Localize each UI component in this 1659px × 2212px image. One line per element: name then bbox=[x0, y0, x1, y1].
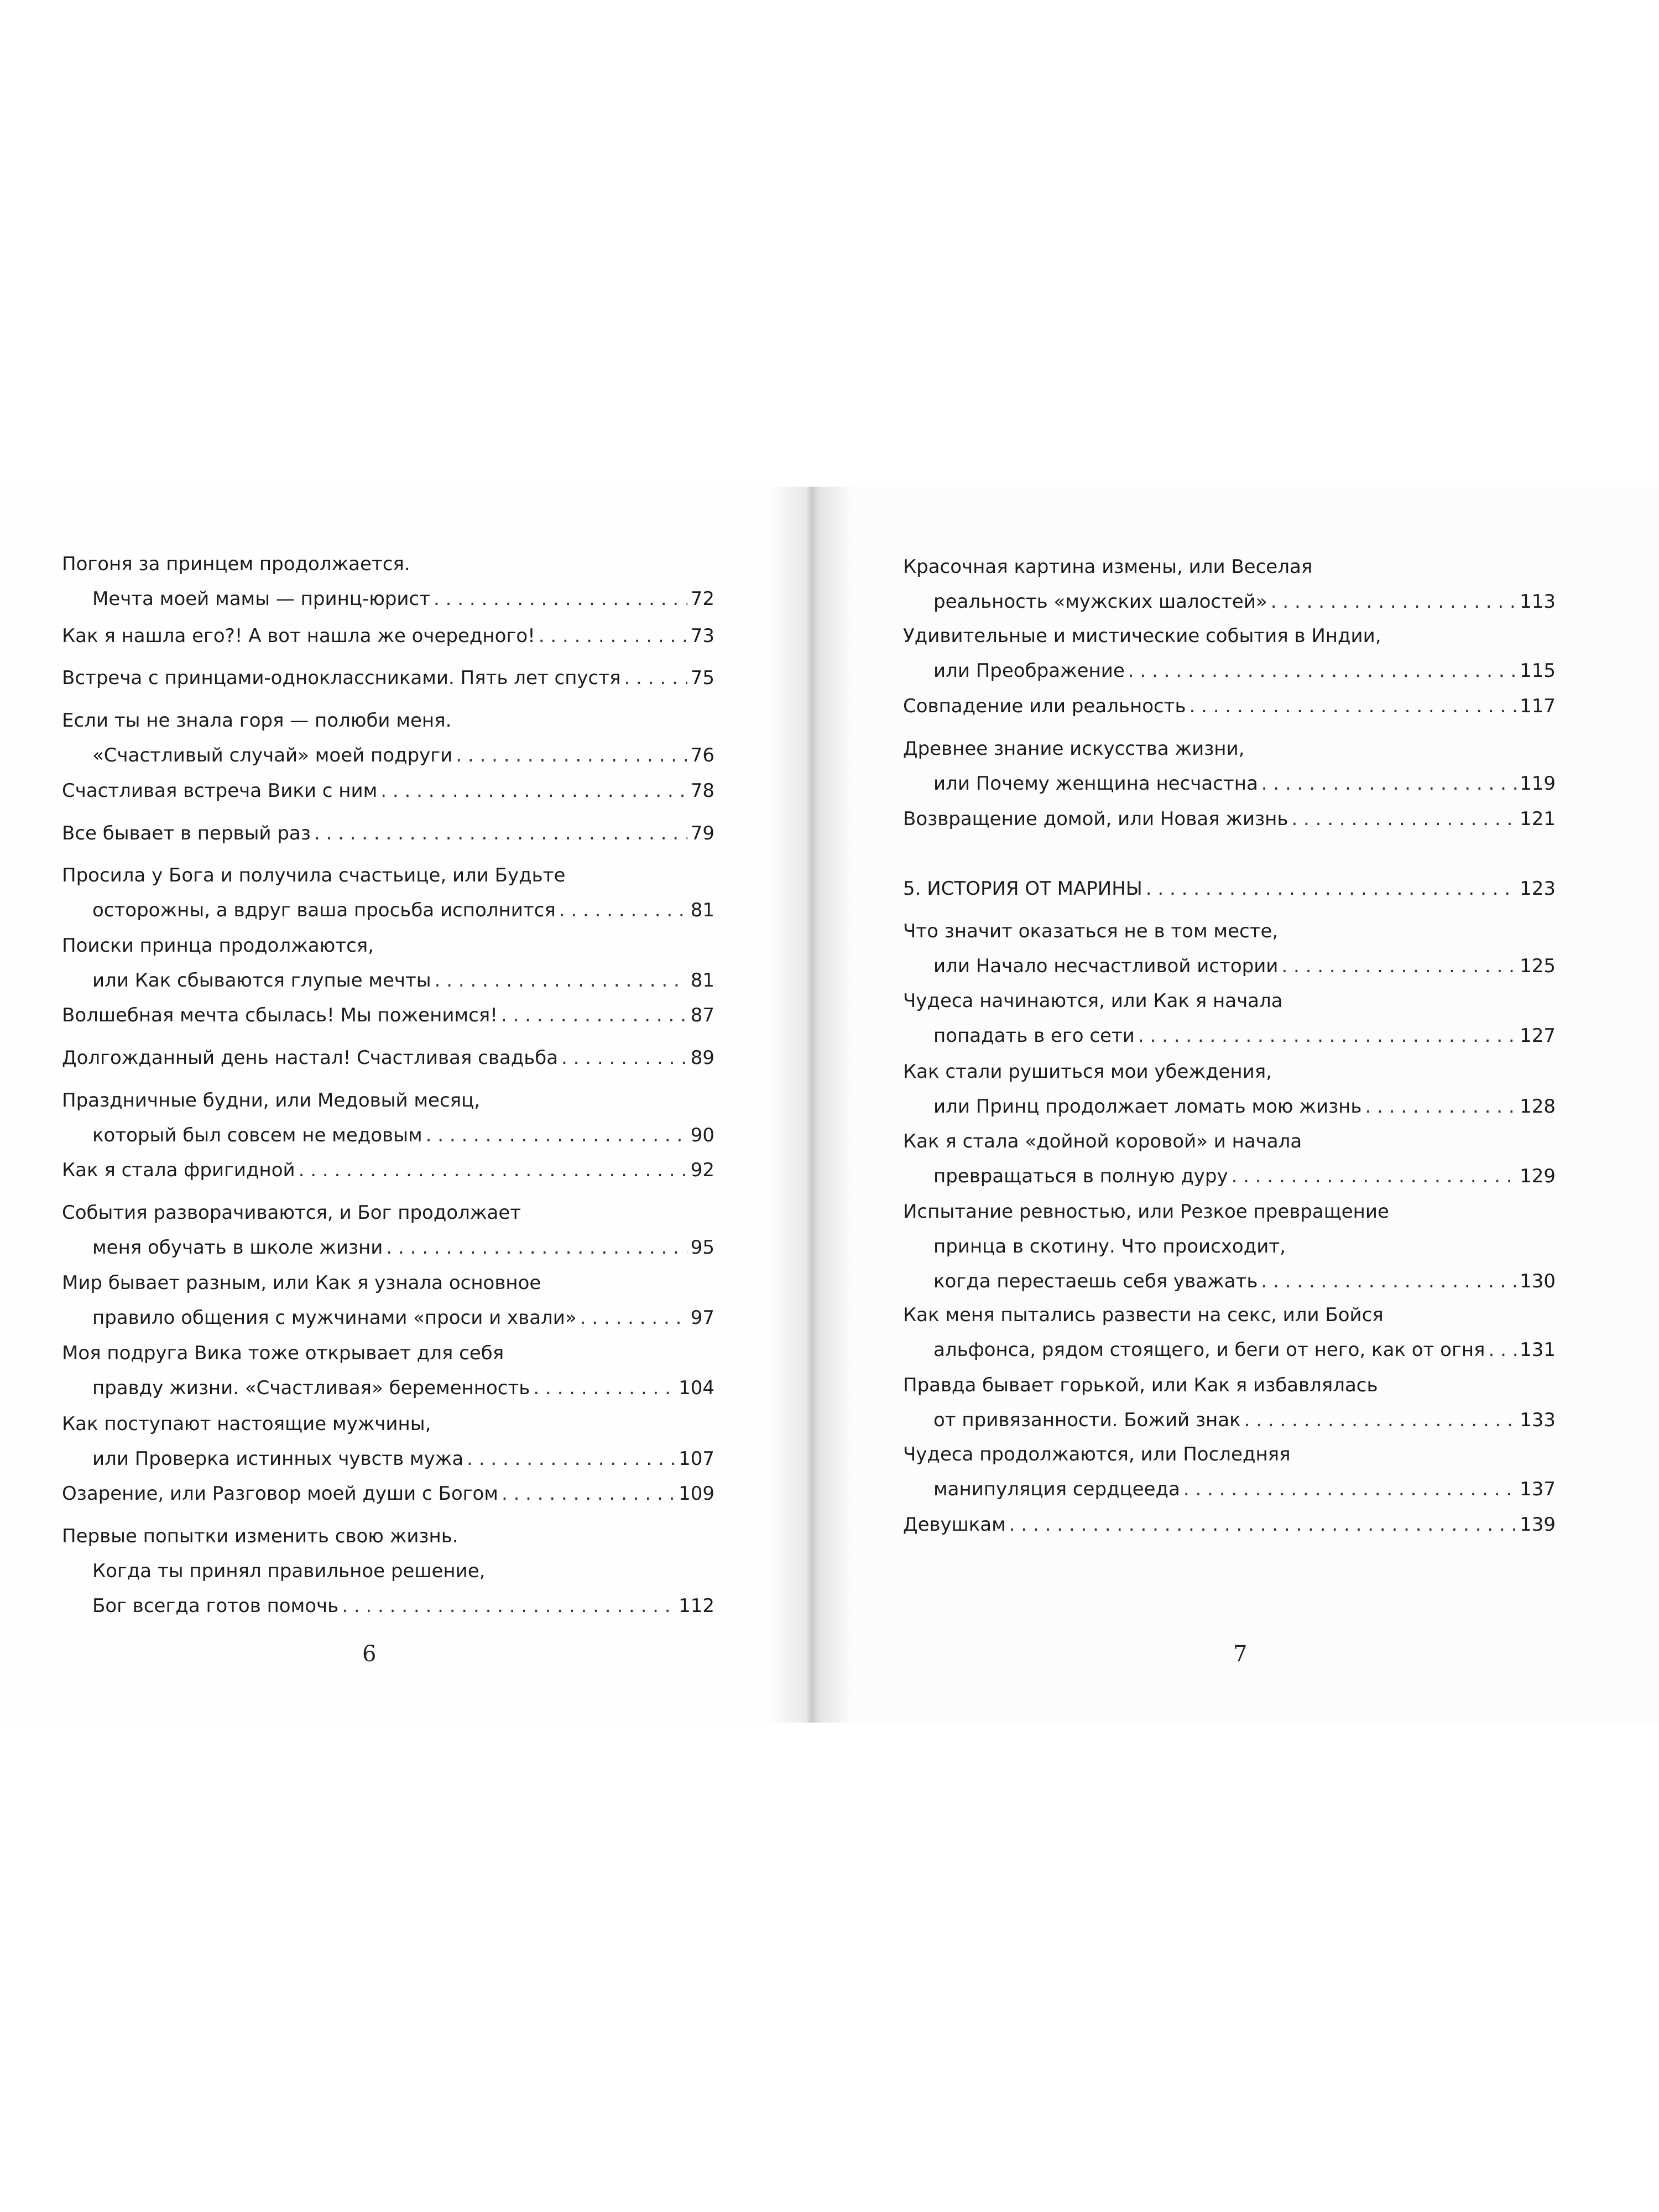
toc-entry-title: или Принц продолжает ломать мою жизнь bbox=[933, 1095, 1362, 1118]
toc-entry-title-line: Чудеса начинаются, или Как я начала bbox=[903, 990, 1283, 1012]
toc-entry-title: Все бывает в первый раз bbox=[62, 822, 311, 844]
toc-entry-title-line: Просила у Бога и получила счастьице, или Будьте bbox=[62, 864, 566, 886]
toc-entry-last-line bbox=[92, 1231, 714, 1264]
toc-page-number: 112 bbox=[679, 1595, 714, 1617]
toc-page-number: 81 bbox=[690, 969, 714, 992]
dot-leader bbox=[1365, 1090, 1516, 1123]
toc-entry-title: Встреча с принцами-одноклассниками. Пять лет спустя bbox=[62, 667, 621, 689]
toc-entry-last-line bbox=[903, 802, 1556, 836]
toc-entry-title-line: принца в скотину. Что происходит, bbox=[933, 1235, 1286, 1258]
dot-leader bbox=[1291, 802, 1516, 836]
toc-entry-title: Как я нашла его?! А вот нашла же очередного! bbox=[62, 625, 535, 647]
toc-entry-last-line bbox=[62, 1477, 714, 1510]
toc-entry-last-line bbox=[92, 1442, 714, 1475]
toc-entry-last-line bbox=[92, 1589, 714, 1623]
toc-entry-last-line bbox=[92, 1119, 714, 1152]
toc-page-number: 90 bbox=[690, 1124, 714, 1146]
toc-entry-last-line bbox=[92, 1301, 714, 1334]
toc-entry-title-line: Что значит оказаться не в том месте, bbox=[903, 920, 1279, 942]
toc-entry-last-line bbox=[62, 774, 714, 807]
toc-page-number: 79 bbox=[690, 822, 714, 844]
toc-entry-title: Мечта моей мамы — принц-юрист bbox=[92, 588, 431, 610]
dot-leader bbox=[314, 817, 687, 850]
toc-entry-last-line bbox=[933, 654, 1556, 687]
dot-leader bbox=[1183, 1473, 1516, 1506]
toc-page-number: 113 bbox=[1520, 591, 1556, 613]
toc-entry-title-line: Праздничные будни, или Медовый месяц, bbox=[62, 1089, 481, 1112]
toc-entry-last-line bbox=[903, 690, 1556, 723]
toc-entry-last-line bbox=[933, 767, 1556, 800]
toc-entry-title: или Проверка истинных чувств мужа bbox=[92, 1448, 464, 1470]
toc-entry-title-line: Правда бывает горькой, или Как я избавлялась bbox=[903, 1374, 1378, 1396]
toc-entry-title-line: Чудеса продолжаются, или Последняя bbox=[903, 1443, 1291, 1465]
dot-leader bbox=[501, 999, 687, 1032]
toc-entry-title: реальность «мужских шалостей» bbox=[933, 591, 1267, 613]
toc-entry-title: попадать в его сети bbox=[933, 1025, 1135, 1047]
dot-leader bbox=[1281, 950, 1516, 983]
toc-entry-last-line bbox=[92, 964, 714, 997]
toc-entry-last-line bbox=[62, 817, 714, 850]
toc-entry-last-line bbox=[62, 661, 714, 695]
toc-entry-title-line: Древнее знание искусства жизни, bbox=[903, 738, 1245, 760]
toc-entry-last-line bbox=[92, 894, 714, 927]
toc-entry-last-line bbox=[933, 1265, 1556, 1298]
dot-leader bbox=[502, 1477, 675, 1510]
dot-leader bbox=[1261, 767, 1516, 800]
toc-page-number: 119 bbox=[1520, 773, 1556, 795]
toc-entry-last-line bbox=[933, 585, 1556, 618]
toc-entry-last-line bbox=[92, 582, 714, 615]
toc-page-number: 78 bbox=[690, 780, 714, 802]
toc-page-number: 121 bbox=[1520, 808, 1556, 830]
toc-entry-title-line: Как меня пытались развести на секс, или Бойся bbox=[903, 1304, 1384, 1326]
dot-leader bbox=[1261, 1265, 1516, 1298]
toc-entry-title: Бог всегда готов помочь bbox=[92, 1595, 339, 1617]
toc-entry-title-line: Моя подруга Вика тоже открывает для себя bbox=[62, 1342, 504, 1364]
toc-page-number: 137 bbox=[1520, 1478, 1556, 1500]
toc-page-number: 139 bbox=[1520, 1514, 1556, 1536]
dot-leader bbox=[559, 894, 687, 927]
toc-page-number: 131 bbox=[1520, 1339, 1556, 1361]
toc-entry-title: Счастливая встреча Вики с ним bbox=[62, 780, 378, 802]
toc-page-number: 129 bbox=[1520, 1165, 1556, 1187]
dot-leader bbox=[342, 1589, 675, 1623]
dot-leader bbox=[386, 1231, 687, 1264]
toc-entry-title-line: Когда ты принял правильное решение, bbox=[92, 1560, 486, 1582]
dot-leader bbox=[1190, 690, 1517, 723]
dot-leader bbox=[380, 774, 687, 807]
toc-page-number: 117 bbox=[1520, 695, 1556, 717]
toc-page-number: 109 bbox=[679, 1483, 714, 1505]
toc-page-number: 89 bbox=[690, 1047, 714, 1069]
toc-entry-title-line: Если ты не знала горя — полюби меня. bbox=[62, 709, 452, 732]
toc-entry-title: Совпадение или реальность bbox=[903, 695, 1186, 717]
toc-entry-last-line bbox=[933, 1404, 1556, 1437]
toc-entry-last-line bbox=[933, 950, 1556, 983]
dot-leader bbox=[426, 1119, 687, 1152]
toc-entry-title: Девушкам bbox=[903, 1514, 1006, 1536]
toc-entry-title: или Как сбываются глупые мечты bbox=[92, 969, 431, 992]
toc-page-number: 87 bbox=[690, 1004, 714, 1026]
toc-entry-title: Как я стала фригидной bbox=[62, 1159, 295, 1181]
dot-leader bbox=[561, 1041, 687, 1074]
toc-entry-last-line bbox=[92, 739, 714, 772]
dot-leader bbox=[624, 661, 687, 695]
toc-entry-title: правило общения с мужчинами «проси и хвали» bbox=[92, 1307, 577, 1329]
toc-entry-title: осторожны, а вдруг ваша просьба исполнится bbox=[92, 899, 556, 921]
toc-entry-title-line: Испытание ревностью, или Резкое превращение bbox=[903, 1201, 1389, 1223]
toc-page-number: 75 bbox=[690, 667, 714, 689]
toc-entry-title: от привязанности. Божий знак bbox=[933, 1409, 1241, 1431]
dot-leader bbox=[1138, 1019, 1516, 1052]
dot-leader bbox=[1489, 1333, 1517, 1366]
toc-page-number: 125 bbox=[1520, 955, 1556, 977]
left-page bbox=[0, 487, 810, 1723]
toc-page-number: 81 bbox=[690, 899, 714, 921]
toc-entry-last-line bbox=[62, 1041, 714, 1074]
dot-leader bbox=[1009, 1508, 1516, 1541]
toc-entry-title-line: Мир бывает разным, или Как я узнала основное bbox=[62, 1272, 541, 1294]
dot-leader bbox=[456, 739, 687, 772]
toc-page-number: 133 bbox=[1520, 1409, 1556, 1431]
dot-leader bbox=[434, 582, 687, 615]
toc-entry-title-line: Поиски принца продолжаются, bbox=[62, 935, 374, 957]
dot-leader bbox=[435, 964, 687, 997]
dot-leader bbox=[539, 619, 687, 653]
toc-entry-title: 5. ИСТОРИЯ ОТ МАРИНЫ bbox=[903, 878, 1142, 900]
page-number: 7 bbox=[1233, 1641, 1248, 1667]
right-page bbox=[810, 487, 1659, 1723]
dot-leader bbox=[533, 1371, 675, 1405]
toc-entry-last-line bbox=[933, 1473, 1556, 1506]
toc-entry-last-line bbox=[62, 999, 714, 1032]
toc-entry-title-line: Удивительные и мистические события в Индии, bbox=[903, 625, 1381, 647]
toc-entry-title: Возвращение домой, или Новая жизнь bbox=[903, 808, 1288, 830]
toc-entry-title-line: Красочная картина измены, или Веселая bbox=[903, 556, 1313, 578]
toc-entry-title-line: Погоня за принцем продолжается. bbox=[62, 553, 410, 575]
dot-leader bbox=[467, 1442, 675, 1475]
toc-entry-title: манипуляция сердцееда bbox=[933, 1478, 1180, 1500]
toc-entry-last-line bbox=[903, 872, 1556, 905]
page-number: 6 bbox=[362, 1641, 377, 1667]
toc-entry-title: или Начало несчастливой истории bbox=[933, 955, 1279, 977]
dot-leader bbox=[580, 1301, 687, 1334]
toc-page-number: 92 bbox=[690, 1159, 714, 1181]
toc-entry-title: меня обучать в школе жизни bbox=[92, 1237, 383, 1259]
dot-leader bbox=[1244, 1404, 1516, 1437]
toc-page-number: 130 bbox=[1520, 1270, 1556, 1292]
toc-entry-last-line bbox=[933, 1333, 1556, 1366]
dot-leader bbox=[1146, 872, 1516, 905]
toc-entry-last-line bbox=[92, 1371, 714, 1405]
toc-entry-title-line: Как стали рушиться мои убеждения, bbox=[903, 1061, 1272, 1083]
toc-entry-last-line bbox=[933, 1160, 1556, 1193]
toc-entry-title: Долгожданный день настал! Счастливая свадьба bbox=[62, 1047, 559, 1069]
toc-page-number: 73 bbox=[690, 625, 714, 647]
toc-page-number: 107 bbox=[679, 1448, 714, 1470]
book-gutter bbox=[769, 487, 852, 1723]
toc-page-number: 104 bbox=[679, 1377, 714, 1399]
toc-entry-last-line bbox=[933, 1090, 1556, 1123]
toc-page-number: 127 bbox=[1520, 1025, 1556, 1047]
toc-entry-title: превращаться в полную дуру bbox=[933, 1165, 1228, 1187]
toc-entry-title: когда перестаешь себя уважать bbox=[933, 1270, 1258, 1292]
toc-entry-title: который был совсем не медовым bbox=[92, 1124, 422, 1146]
toc-entry-title: правду жизни. «Счастливая» беременность bbox=[92, 1377, 530, 1399]
toc-entry-title-line: Как я стала «дойной коровой» и начала bbox=[903, 1130, 1302, 1152]
toc-entry-title: или Почему женщина несчастна bbox=[933, 773, 1258, 795]
toc-entry-last-line bbox=[903, 1508, 1556, 1541]
toc-entry-title-line: Как поступают настоящие мужчины, bbox=[62, 1413, 431, 1435]
toc-page-number: 72 bbox=[690, 588, 714, 610]
toc-entry-title: Озарение, или Разговор моей души с Богом bbox=[62, 1483, 498, 1505]
toc-entry-title: или Преображение bbox=[933, 660, 1125, 682]
dot-leader bbox=[1128, 654, 1516, 687]
toc-page-number: 95 bbox=[690, 1237, 714, 1259]
toc-page-number: 128 bbox=[1520, 1095, 1556, 1118]
toc-page-number: 123 bbox=[1520, 878, 1556, 900]
toc-entry-title: альфонса, рядом стоящего, и беги от него, как от огня bbox=[933, 1339, 1485, 1361]
toc-entry-title-line: События разворачиваются, и Бог продолжает bbox=[62, 1202, 521, 1224]
toc-page-number: 115 bbox=[1520, 660, 1556, 682]
toc-entry-title: Волшебная мечта сбылась! Мы поженимся! bbox=[62, 1004, 498, 1026]
toc-entry-last-line bbox=[933, 1019, 1556, 1052]
toc-page-number: 76 bbox=[690, 744, 714, 766]
toc-entry-last-line bbox=[62, 619, 714, 653]
toc-entry-title: «Счастливый случай» моей подруги bbox=[92, 744, 453, 766]
dot-leader bbox=[1232, 1160, 1517, 1193]
dot-leader bbox=[1271, 585, 1516, 618]
toc-entry-last-line bbox=[62, 1154, 714, 1187]
toc-page-number: 97 bbox=[690, 1307, 714, 1329]
dot-leader bbox=[299, 1154, 687, 1187]
toc-entry-title-line: Первые попытки изменить свою жизнь. bbox=[62, 1525, 458, 1547]
book-spread bbox=[0, 487, 1659, 1723]
